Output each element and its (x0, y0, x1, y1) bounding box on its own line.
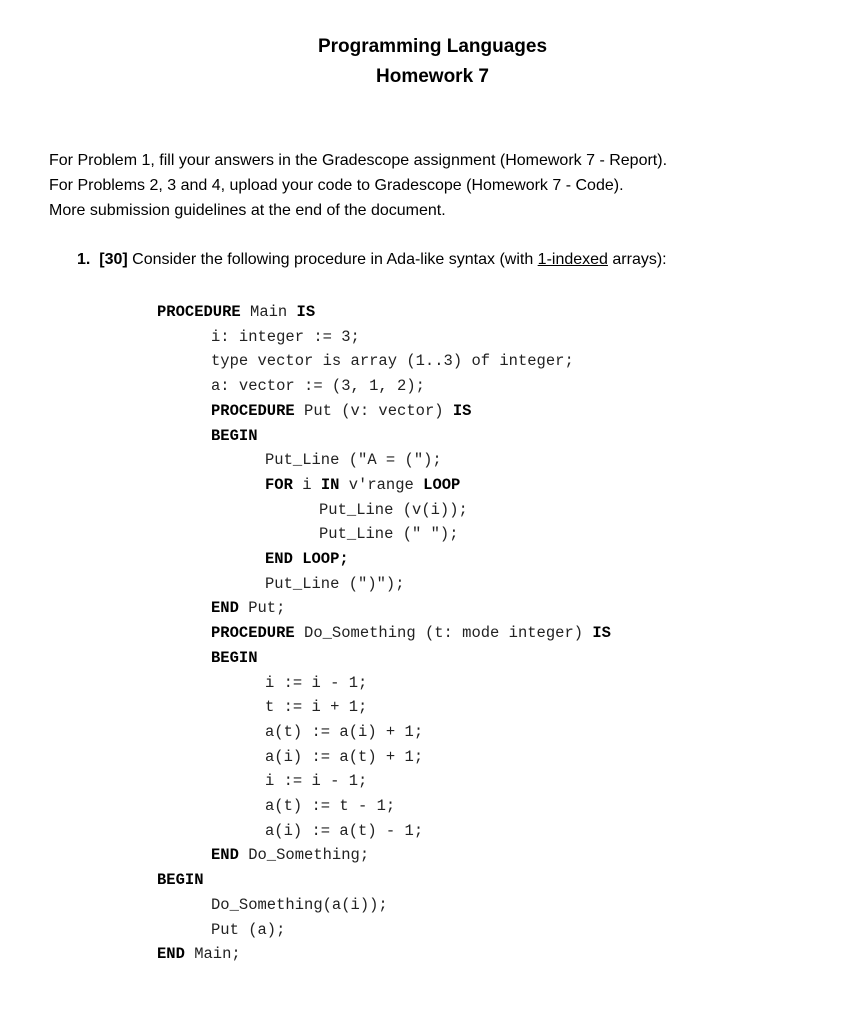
code-text: Put_Line (" "); (319, 525, 459, 544)
code-line (265, 547, 349, 572)
code-line (157, 300, 315, 325)
problem-underlined-text: 1-indexed (537, 251, 608, 268)
code-line (265, 695, 367, 720)
code-text: v'range (339, 475, 424, 494)
code-line (265, 671, 367, 696)
code-text: Put; (238, 599, 286, 618)
code-line (265, 769, 367, 794)
code-keyword: IS (296, 303, 316, 321)
code-text: Put_Line (v(i)); (319, 500, 468, 519)
code-keyword: FOR (265, 475, 293, 494)
document-title: Programming Languages (317, 36, 548, 57)
code-line (211, 893, 388, 918)
code-line (265, 473, 460, 498)
code-keyword: PROCEDURE (211, 401, 295, 420)
code-text: i := i - 1; (265, 772, 368, 791)
code-text: Put (a); (211, 920, 286, 939)
code-text: Do_Something(a(i)); (211, 895, 388, 914)
document-subtitle: Homework 7 (376, 66, 489, 87)
code-line (319, 498, 468, 523)
code-line (211, 646, 258, 671)
instruction-line: For Problem 1, fill your answers in the Gradescope assignment (Homework 7 - Report). (49, 152, 668, 169)
code-keyword: PROCEDURE (157, 303, 241, 321)
code-line (211, 843, 369, 868)
problem-number: 1. (77, 251, 91, 268)
code-line (211, 596, 285, 621)
code-text: Main (240, 303, 297, 321)
code-line (211, 621, 611, 646)
code-line (157, 942, 241, 967)
code-text: i := i - 1; (265, 673, 368, 692)
problem-text-end: arrays): (607, 251, 667, 268)
code-text: Main; (184, 945, 241, 964)
code-text: type vector is array (1..3) of integer; (211, 352, 574, 371)
code-keyword: BEGIN (211, 426, 258, 445)
code-keyword: END (211, 599, 239, 618)
code-line (157, 868, 204, 893)
code-keyword: END (211, 846, 239, 865)
instruction-line: More submission guidelines at the end of the document. (49, 202, 446, 219)
code-line (211, 424, 258, 449)
code-keyword: IN (320, 475, 340, 494)
problem-text: Consider the following procedure in Ada-like syntax (with (127, 251, 538, 268)
code-keyword: IS (452, 401, 472, 420)
code-keyword: LOOP (423, 475, 461, 494)
code-line (211, 374, 425, 399)
code-line (265, 794, 395, 819)
code-line (211, 918, 285, 943)
code-text: a(i) := a(t) + 1; (265, 747, 424, 766)
code-line (265, 819, 423, 844)
code-line (211, 349, 574, 374)
code-line (265, 572, 405, 597)
code-text: t := i + 1; (265, 698, 368, 717)
code-keyword: PROCEDURE (211, 624, 295, 643)
code-keyword: BEGIN (157, 871, 204, 890)
problem-statement (77, 251, 667, 269)
code-line (211, 399, 471, 424)
code-text: a(t) := t - 1; (265, 797, 396, 815)
code-text: a(t) := a(i) + 1; (265, 722, 424, 741)
code-text: Put (v: vector) (294, 401, 453, 420)
code-text: i (292, 475, 321, 494)
code-line (265, 448, 442, 473)
code-text: Do_Something (t: mode integer) (294, 624, 593, 643)
code-line (319, 522, 459, 547)
code-text: a(i) := a(t) - 1; (265, 821, 424, 840)
code-line (265, 720, 423, 745)
code-text: Put_Line (")"); (265, 574, 405, 593)
problem-points: [30] (99, 251, 128, 268)
instruction-line: For Problems 2, 3 and 4, upload your code to Gradescope (Homework 7 - Code). (49, 177, 624, 194)
code-keyword: END LOOP; (265, 550, 349, 568)
code-keyword: END (157, 945, 185, 964)
code-text: Do_Something; (238, 846, 370, 865)
code-keyword: BEGIN (211, 648, 258, 667)
code-line (265, 745, 423, 770)
code-keyword: IS (592, 624, 611, 643)
code-text: i: integer := 3; (211, 327, 360, 346)
code-text: a: vector := (3, 1, 2); (211, 377, 425, 396)
code-line (211, 325, 360, 350)
code-text: Put_Line ("A = ("); (265, 451, 442, 470)
